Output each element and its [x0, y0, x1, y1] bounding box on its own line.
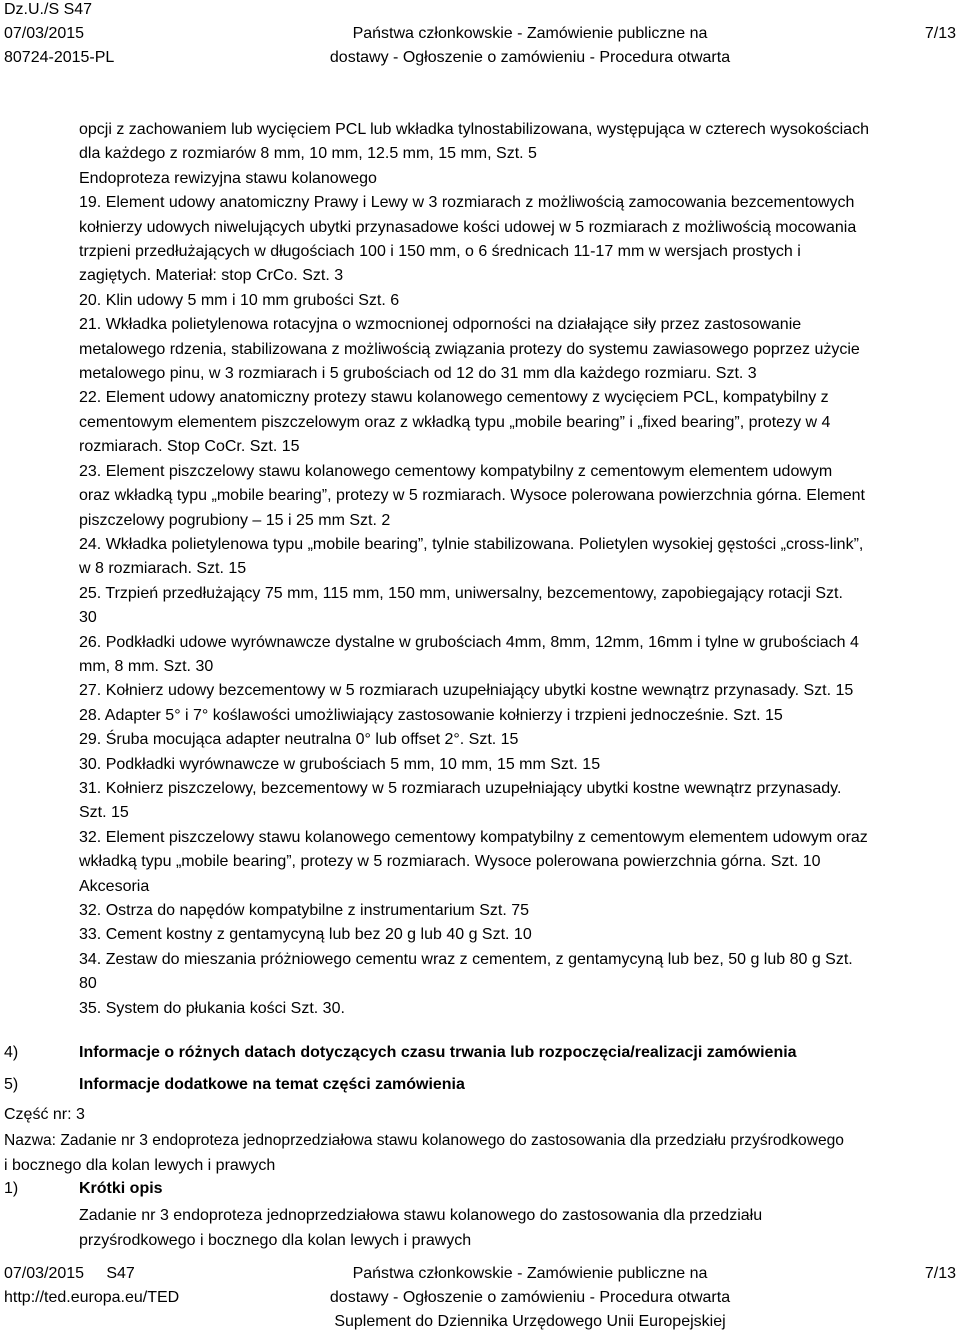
- text-line: trzpieni przedłużających w długościach 100 i 150 mm, o 6 średnicach 11-17 mm w wersjach prostych i: [79, 243, 801, 261]
- page-footer: [0, 1262, 960, 1334]
- text-line: Szt. 15: [79, 804, 129, 822]
- text-line: metalowego pinu, w 3 rozmiarach i 5 grubościach od 12 do 31 mm dla każdego rozmiaru. Szt. 3: [79, 365, 757, 383]
- journal-ref: Dz.U./S S47: [4, 1, 93, 18]
- short-description-line1: Zadanie nr 3 endoproteza jednoprzedziałowa stawu kolanowego do zastosowania dla przedziału: [79, 1207, 763, 1224]
- text-line: w 8 rozmiarach. Szt. 15: [79, 560, 247, 578]
- header-left: [4, 0, 114, 70]
- header-title: [300, 22, 760, 70]
- footer-page-number: 7/13: [924, 1265, 956, 1282]
- text-line: zagiętych. Materiał: stop CrCo. Szt. 3: [79, 267, 344, 285]
- text-line: 30. Podkładki wyrównawcze w grubościach 5 mm, 10 mm, 15 mm Szt. 15: [79, 755, 601, 773]
- part-number: Część nr: 3: [4, 1106, 85, 1123]
- text-line: 22. Element udowy anatomiczny protezy stawu kolanowego cementowy z wycięciem PCL, kompatybilny z: [79, 389, 829, 407]
- footer-left: [4, 1262, 179, 1310]
- short-description-line2: przyśrodkowego i bocznego dla kolan lewych i prawych: [79, 1232, 472, 1249]
- text-line: 34. Zestaw do mieszania próżniowego cementu wraz z cementem, z gentamycyną lub bez, 50 g lub 80 g Szt.: [79, 950, 853, 968]
- text-line: 32. Ostrza do napędów kompatybilne z instrumentarium Szt. 75: [79, 902, 529, 919]
- text-line: 32. Element piszczelowy stawu kolanowego cementowy kompatybilny z cementowym elementem udowym oraz: [79, 828, 868, 846]
- text-line: 33. Cement kostny z gentamycyną lub bez 20 g lub 40 g Szt. 10: [79, 926, 532, 944]
- text-line: piszczelowy pogrubiony – 15 i 25 mm Szt. 2: [79, 511, 391, 529]
- text-line: 30: [79, 609, 97, 627]
- footer-date-series: [4, 1262, 179, 1286]
- text-line: 28. Adapter 5° i 7° koślawości umożliwiający zastosowanie kołnierzy i trzpieni jednocześnie. Szt. 15: [79, 706, 783, 724]
- text-line: 20. Klin udowy 5 mm i 10 mm grubości Szt. 6: [79, 291, 400, 309]
- section-title: Krótki opis: [79, 1180, 163, 1197]
- section-title: Informacje o różnych datach dotyczących czasu trwania lub rozpoczęcia/realizacji zamówienia: [79, 1044, 797, 1061]
- text-line: 31. Kołnierz piszczelowy, bezcementowy w 5 rozmiarach uzupełniający ubytki kostne wewnątrz przynasady.: [79, 779, 842, 797]
- text-line: 80: [79, 975, 97, 993]
- text-line: 23. Element piszczelowy stawu kolanowego cementowy kompatybilny z cementowym elementem udowym: [79, 462, 833, 480]
- header-title-line2: dostawy - Ogłoszenie o zamówieniu - Procedura otwarta: [329, 49, 731, 66]
- footer-url[interactable]: http://ted.europa.eu/TED: [4, 1289, 180, 1306]
- text-line: cementowym elementem piszczelowym oraz z wkładką typu „mobile bearing” i „fixed bearing”, protezy w 4: [79, 413, 831, 431]
- text-line: 29. Śruba mocująca adapter neutralna 0° lub offset 2°. Szt. 15: [79, 731, 519, 749]
- footer-series: S47: [106, 1265, 135, 1282]
- text-line: 24. Wkładka polietylenowa typu „mobile bearing”, tylnie stabilizowana. Polietylen wysokiej gęstości „cross-link”,: [79, 535, 864, 553]
- item-list: [79, 118, 952, 1021]
- section-number: 1): [4, 1180, 19, 1197]
- text-line: kołnierzy udowych niwelujących ubytki przynasadowe kości udowej w 5 rozmiarach z możliwością mocowania: [79, 218, 857, 236]
- text-line: opcji z zachowaniem lub wycięciem PCL lub wkładka tylnostabilizowana, występująca w czterech wysokościach: [79, 121, 869, 138]
- text-line: wkładką typu „mobile bearing”, protezy w 5 rozmiarach. Wysoce polerowana powierzchnia górna. Szt. 10: [79, 853, 821, 871]
- section-number: 5): [4, 1076, 19, 1093]
- footer-title-line2: dostawy - Ogłoszenie o zamówieniu - Procedura otwarta: [329, 1289, 731, 1306]
- footer-title-line3: Suplement do Dziennika Urzędowego Unii Europejskiej: [334, 1313, 726, 1330]
- header-date: 07/03/2015: [4, 25, 85, 42]
- part-name-line1: Nazwa: Zadanie nr 3 endoproteza jednoprzedziałowa stawu kolanowego do zastosowania dla przedziału przyśrodkowego: [4, 1132, 844, 1149]
- text-line: mm, 8 mm. Szt. 30: [79, 657, 214, 675]
- section-title: Informacje dodatkowe na temat części zamówienia: [79, 1076, 465, 1093]
- footer-date: 07/03/2015: [4, 1265, 85, 1282]
- text-line: dla każdego z rozmiarów 8 mm, 10 mm, 12.5 mm, 15 mm, Szt. 5: [79, 145, 537, 163]
- text-line: Endoproteza rewizyjna stawu kolanowego: [79, 169, 377, 187]
- text-line: 19. Element udowy anatomiczny Prawy i Lewy w 3 rozmiarach z możliwością zamocowania bezcementowych: [79, 194, 855, 212]
- footer-title: [300, 1262, 760, 1334]
- text-line: 21. Wkładka polietylenowa rotacyjna o wzmocnionej odporności na działające siły przez zastosowanie: [79, 316, 802, 334]
- text-line: 35. System do płukania kości Szt. 30.: [79, 999, 345, 1017]
- text-line: 25. Trzpień przedłużający 75 mm, 115 mm, 150 mm, uniwersalny, bezcementowy, zapobiegający rotacji Szt.: [79, 584, 843, 602]
- notice-ref: 80724-2015-PL: [4, 49, 115, 66]
- text-line: rozmiarach. Stop CoCr. Szt. 15: [79, 438, 300, 456]
- part-name-line2: i bocznego dla kolan lewych i prawych: [4, 1157, 276, 1174]
- section-number: 4): [4, 1044, 19, 1061]
- text-line: 27. Kołnierz udowy bezcementowy w 5 rozmiarach uzupełniający ubytki kostne wewnątrz przynasady. Szt. 15: [79, 682, 854, 700]
- footer-title-line1: Państwa członkowskie - Zamówienie publiczne na: [352, 1265, 708, 1282]
- text-line: 26. Podkładki udowe wyrównawcze dystalne w grubościach 4mm, 8mm, 12mm, 16mm i tylne w grubościach 4: [79, 633, 859, 651]
- text-line: metalowego rdzenia, stabilizowana z możliwością związania protezy do systemu zawiasowego poprzez użycie: [79, 340, 860, 358]
- text-line: oraz wkładką typu „mobile bearing”, protezy w 5 rozmiarach. Wysoce polerowana powierzchnia górna. Element: [79, 487, 865, 505]
- header-title-line1: Państwa członkowskie - Zamówienie publiczne na: [352, 25, 708, 42]
- page-header: [0, 0, 960, 70]
- header-page-number: 7/13: [924, 25, 956, 42]
- text-line: Akcesoria: [79, 877, 150, 895]
